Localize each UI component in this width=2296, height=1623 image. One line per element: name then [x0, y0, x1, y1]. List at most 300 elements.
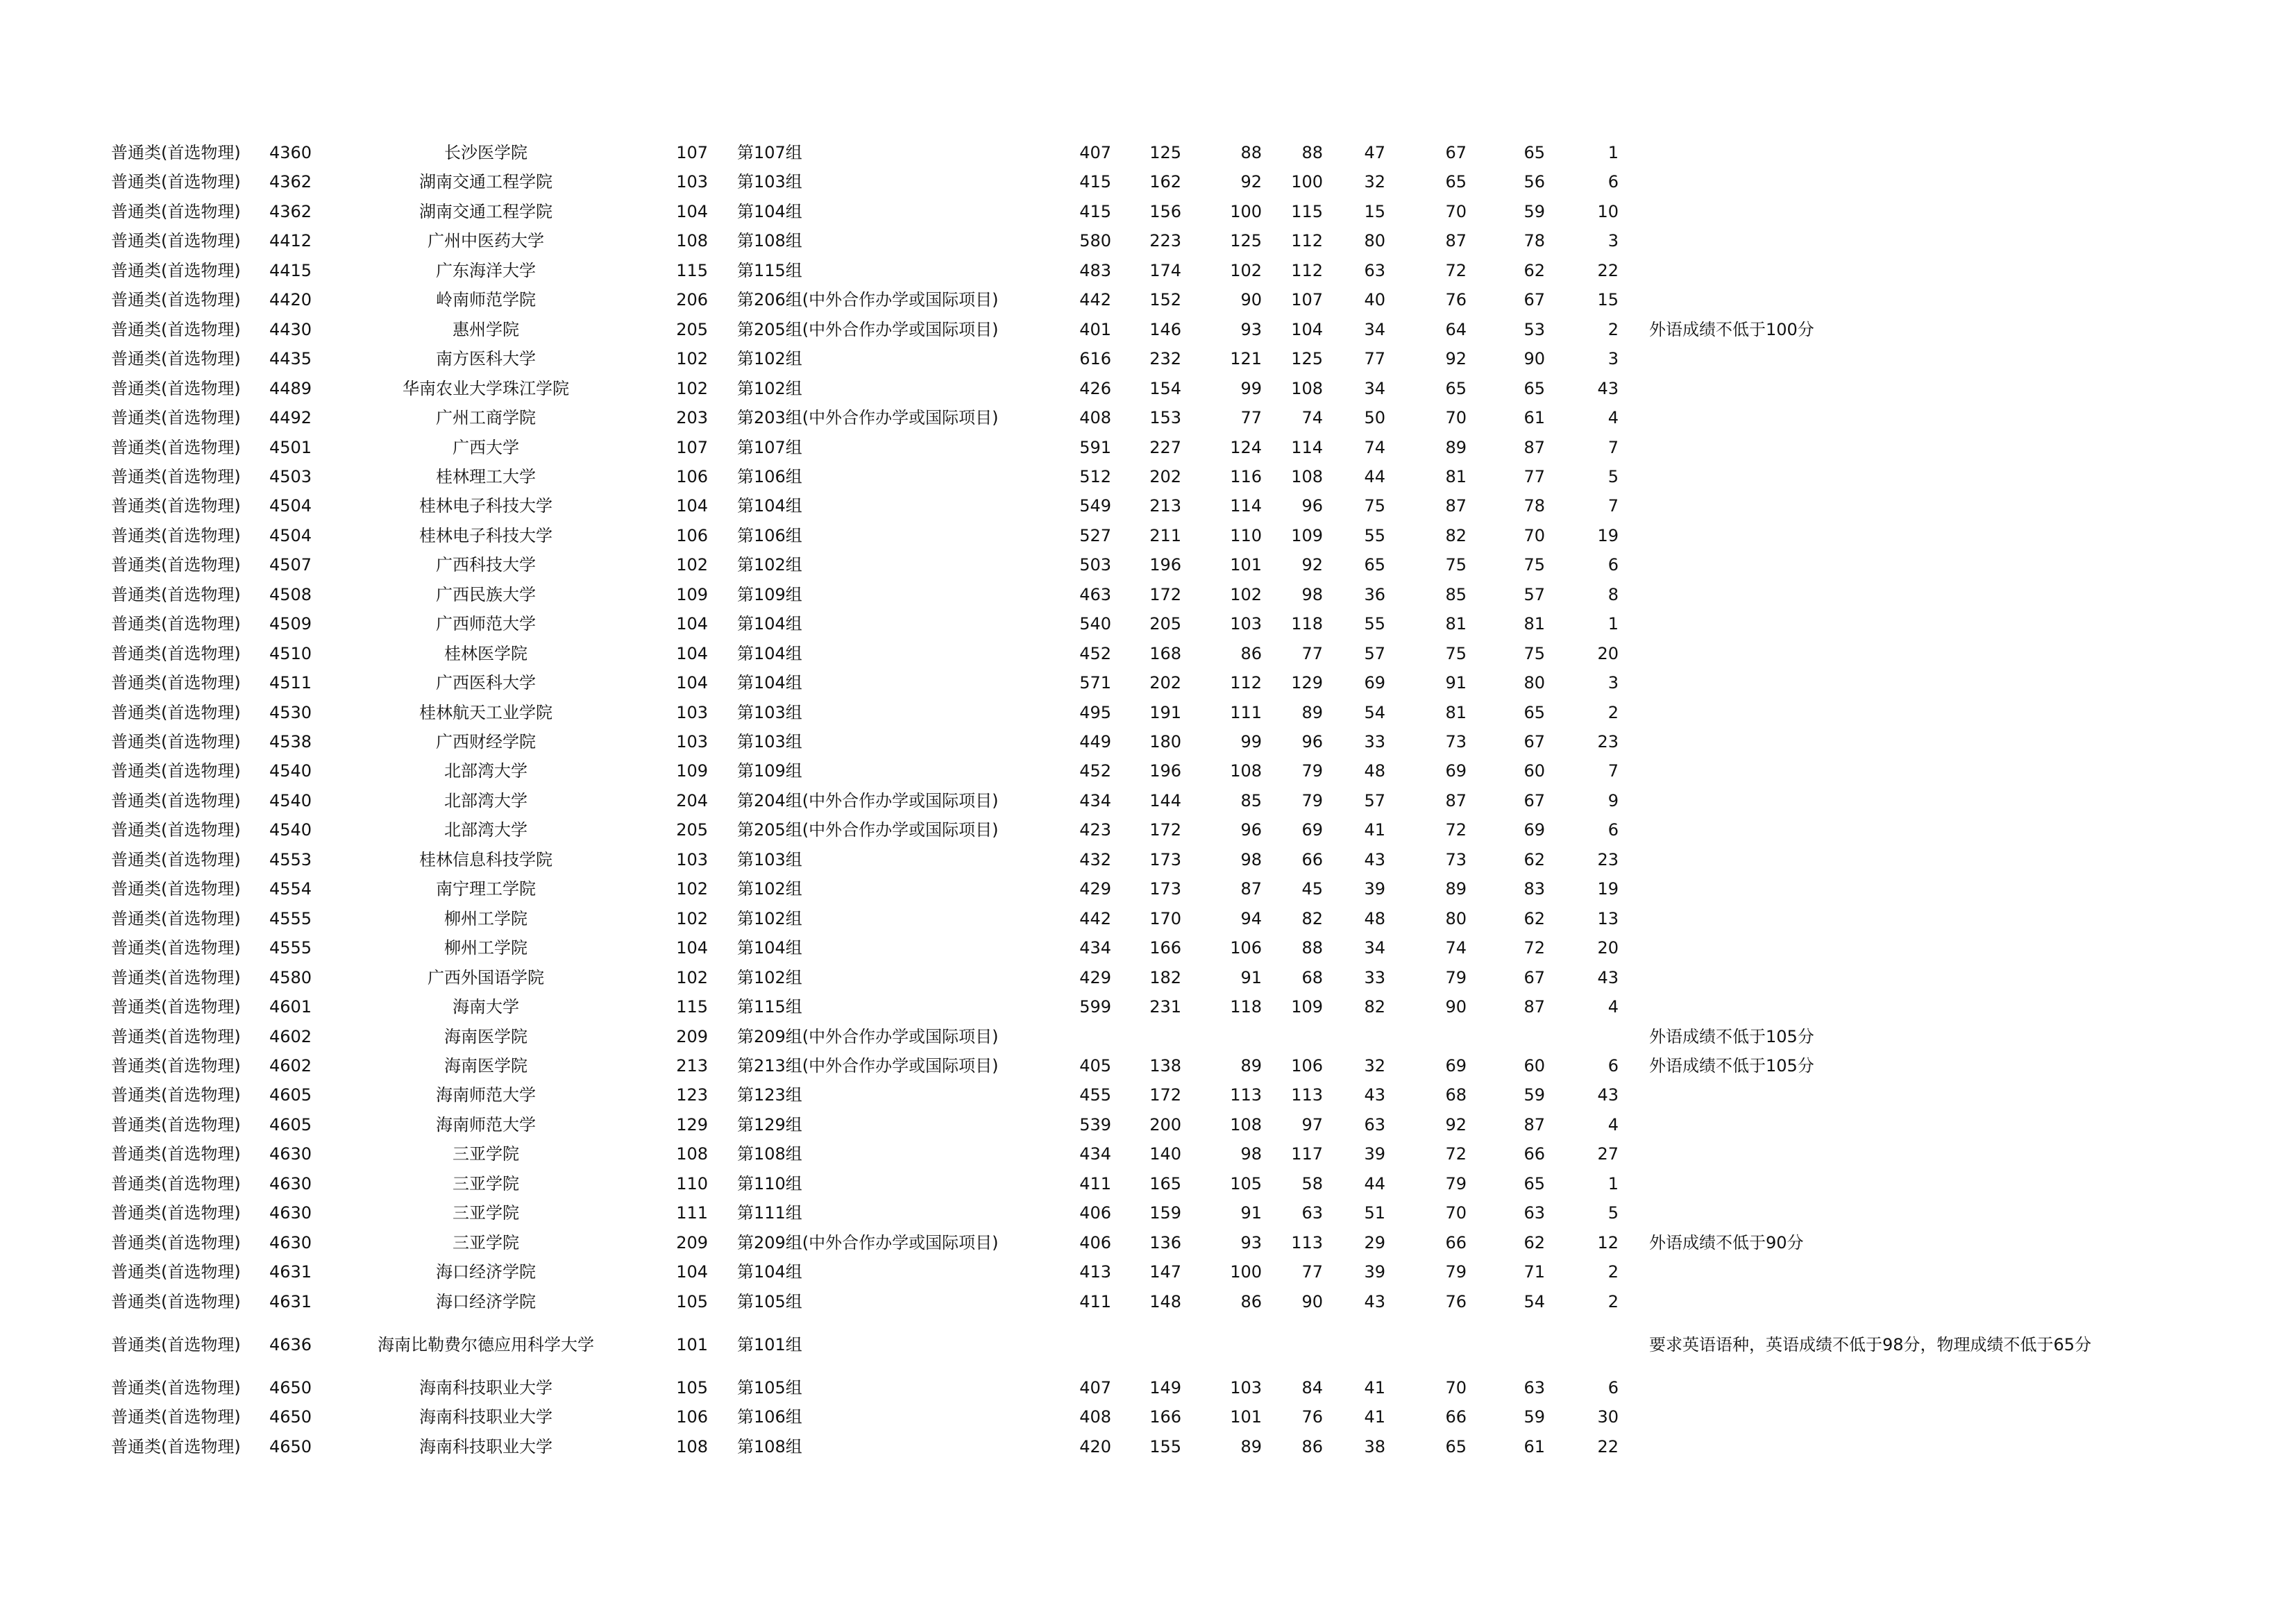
score-2-cell: 77	[1240, 408, 1262, 428]
score-3-cell: 108	[1291, 378, 1323, 398]
table-row	[0, 167, 2296, 196]
category-cell: 普通类(首选物理)	[111, 555, 241, 575]
score-7-cell: 27	[1597, 1144, 1619, 1164]
table-row	[0, 1287, 2296, 1316]
score-3-cell: 88	[1301, 938, 1323, 958]
score-3-cell: 98	[1301, 584, 1323, 604]
total-score-cell: 429	[1079, 879, 1111, 899]
score-5-cell: 81	[1445, 702, 1467, 722]
score-2-cell: 108	[1230, 761, 1262, 781]
total-score-cell: 420	[1079, 1436, 1111, 1456]
group-code-cell: 104	[676, 614, 708, 634]
score-5-cell: 72	[1445, 820, 1467, 840]
score-5-cell: 65	[1445, 378, 1467, 398]
group-code-cell: 103	[676, 702, 708, 722]
category-cell: 普通类(首选物理)	[111, 938, 241, 958]
school-code-cell: 4435	[269, 349, 312, 369]
total-score-cell: 411	[1079, 1291, 1111, 1311]
score-5-cell: 72	[1445, 260, 1467, 280]
note-cell: 外语成绩不低于100分	[1649, 319, 1814, 339]
score-3-cell: 115	[1291, 201, 1323, 221]
score-1-cell: 205	[1149, 614, 1181, 634]
group-code-cell: 107	[676, 437, 708, 457]
score-7-cell: 6	[1607, 1378, 1619, 1397]
score-1-cell: 196	[1149, 555, 1181, 575]
group-code-cell: 129	[676, 1114, 708, 1135]
school-name-cell: 岭南师范学院	[436, 290, 536, 310]
score-6-cell: 69	[1523, 820, 1545, 840]
group-code-cell: 104	[676, 643, 708, 663]
group-name-cell: 第101组	[737, 1335, 802, 1354]
school-name-cell: 海南医学院	[444, 1055, 527, 1076]
score-1-cell: 202	[1149, 673, 1181, 693]
school-code-cell: 4511	[269, 673, 312, 693]
group-name-cell: 第104组	[737, 938, 802, 958]
score-3-cell: 112	[1291, 260, 1323, 280]
score-4-cell: 69	[1364, 673, 1385, 693]
score-4-cell: 47	[1364, 143, 1385, 162]
school-name-cell: 广西师范大学	[436, 614, 536, 634]
score-7-cell: 23	[1597, 732, 1619, 751]
table-row	[0, 550, 2296, 579]
score-5-cell: 68	[1445, 1085, 1467, 1105]
group-code-cell: 108	[676, 1144, 708, 1164]
score-5-cell: 82	[1445, 525, 1467, 545]
table-row	[0, 1198, 2296, 1227]
score-1-cell: 231	[1149, 997, 1181, 1017]
score-1-cell: 173	[1149, 879, 1181, 899]
score-6-cell: 60	[1523, 761, 1545, 781]
group-name-cell: 第102组	[737, 967, 802, 987]
school-code-cell: 4601	[269, 997, 312, 1017]
group-name-cell: 第105组	[737, 1291, 802, 1311]
school-code-cell: 4489	[269, 378, 312, 398]
score-7-cell: 3	[1607, 349, 1619, 369]
category-cell: 普通类(首选物理)	[111, 1436, 241, 1456]
group-name-cell: 第107组	[737, 143, 802, 162]
school-code-cell: 4580	[269, 967, 312, 987]
category-cell: 普通类(首选物理)	[111, 761, 241, 781]
group-code-cell: 209	[676, 1026, 708, 1046]
category-cell: 普通类(首选物理)	[111, 1232, 241, 1252]
category-cell: 普通类(首选物理)	[111, 614, 241, 634]
score-7-cell: 8	[1607, 584, 1619, 604]
score-4-cell: 34	[1364, 938, 1385, 958]
table-row	[0, 344, 2296, 373]
total-score-cell: 591	[1079, 437, 1111, 457]
score-1-cell: 173	[1149, 849, 1181, 869]
score-5-cell: 70	[1445, 201, 1467, 221]
table-row	[0, 580, 2296, 609]
score-7-cell: 7	[1607, 496, 1619, 516]
total-score-cell: 407	[1079, 143, 1111, 162]
group-code-cell: 102	[676, 555, 708, 575]
total-score-cell: 442	[1079, 908, 1111, 928]
group-code-cell: 102	[676, 908, 708, 928]
category-cell: 普通类(首选物理)	[111, 349, 241, 369]
total-score-cell: 429	[1079, 967, 1111, 987]
group-name-cell: 第108组	[737, 231, 802, 251]
category-cell: 普通类(首选物理)	[111, 319, 241, 339]
school-name-cell: 三亚学院	[453, 1203, 519, 1223]
table-row	[0, 1169, 2296, 1198]
table-row	[0, 462, 2296, 491]
score-6-cell: 67	[1523, 967, 1545, 987]
school-name-cell: 海南科技职业大学	[419, 1378, 552, 1397]
score-4-cell: 82	[1364, 997, 1385, 1017]
score-5-cell: 70	[1445, 1378, 1467, 1397]
category-cell: 普通类(首选物理)	[111, 260, 241, 280]
score-7-cell: 6	[1607, 1055, 1619, 1076]
group-code-cell: 102	[676, 349, 708, 369]
category-cell: 普通类(首选物理)	[111, 1085, 241, 1105]
score-1-cell: 223	[1149, 231, 1181, 251]
total-score-cell: 413	[1079, 1262, 1111, 1282]
score-3-cell: 79	[1301, 761, 1323, 781]
school-name-cell: 海南科技职业大学	[419, 1407, 552, 1427]
score-5-cell: 91	[1445, 673, 1467, 693]
category-cell: 普通类(首选物理)	[111, 1378, 241, 1397]
school-code-cell: 4492	[269, 408, 312, 428]
school-code-cell: 4630	[269, 1203, 312, 1223]
category-cell: 普通类(首选物理)	[111, 1173, 241, 1193]
score-6-cell: 87	[1523, 1114, 1545, 1135]
score-3-cell: 76	[1301, 1407, 1323, 1427]
score-2-cell: 103	[1230, 614, 1262, 634]
score-5-cell: 79	[1445, 1173, 1467, 1193]
score-1-cell: 148	[1149, 1291, 1181, 1311]
group-code-cell: 203	[676, 408, 708, 428]
score-1-cell: 196	[1149, 761, 1181, 781]
table-row	[0, 403, 2296, 432]
group-name-cell: 第213组(中外合作办学或国际项目)	[737, 1055, 999, 1076]
total-score-cell: 426	[1079, 378, 1111, 398]
table-row	[0, 698, 2296, 727]
score-7-cell: 4	[1607, 1114, 1619, 1135]
score-6-cell: 59	[1523, 201, 1545, 221]
score-6-cell: 63	[1523, 1203, 1545, 1223]
group-code-cell: 213	[676, 1055, 708, 1076]
group-code-cell: 123	[676, 1085, 708, 1105]
group-name-cell: 第105组	[737, 1378, 802, 1397]
score-3-cell: 86	[1301, 1436, 1323, 1456]
score-1-cell: 168	[1149, 643, 1181, 663]
total-score-cell: 442	[1079, 290, 1111, 310]
score-2-cell: 102	[1230, 260, 1262, 280]
school-name-cell: 湖南交通工程学院	[419, 172, 552, 192]
school-name-cell: 广西医科大学	[436, 673, 536, 693]
score-3-cell: 63	[1301, 1203, 1323, 1223]
score-2-cell: 96	[1240, 820, 1262, 840]
school-code-cell: 4631	[269, 1262, 312, 1282]
score-5-cell: 79	[1445, 967, 1467, 987]
school-name-cell: 海南大学	[453, 997, 519, 1017]
score-1-cell: 153	[1149, 408, 1181, 428]
score-6-cell: 72	[1523, 938, 1545, 958]
total-score-cell: 616	[1079, 349, 1111, 369]
score-1-cell: 140	[1149, 1144, 1181, 1164]
score-4-cell: 57	[1364, 790, 1385, 810]
score-1-cell: 174	[1149, 260, 1181, 280]
score-3-cell: 88	[1301, 143, 1323, 162]
total-score-cell: 539	[1079, 1114, 1111, 1135]
score-3-cell: 104	[1291, 319, 1323, 339]
group-code-cell: 105	[676, 1378, 708, 1397]
category-cell: 普通类(首选物理)	[111, 732, 241, 751]
school-code-cell: 4420	[269, 290, 312, 310]
group-code-cell: 206	[676, 290, 708, 310]
score-6-cell: 65	[1523, 378, 1545, 398]
group-name-cell: 第108组	[737, 1144, 802, 1164]
score-7-cell: 12	[1597, 1232, 1619, 1252]
score-1-cell: 232	[1149, 349, 1181, 369]
total-score-cell: 401	[1079, 319, 1111, 339]
score-3-cell: 82	[1301, 908, 1323, 928]
school-code-cell: 4362	[269, 172, 312, 192]
school-code-cell: 4602	[269, 1026, 312, 1046]
score-1-cell: 202	[1149, 466, 1181, 486]
group-code-cell: 103	[676, 732, 708, 751]
category-cell: 普通类(首选物理)	[111, 1291, 241, 1311]
total-score-cell: 549	[1079, 496, 1111, 516]
score-3-cell: 109	[1291, 997, 1323, 1017]
score-5-cell: 76	[1445, 1291, 1467, 1311]
score-4-cell: 43	[1364, 849, 1385, 869]
total-score-cell: 512	[1079, 466, 1111, 486]
score-6-cell: 87	[1523, 997, 1545, 1017]
total-score-cell: 463	[1079, 584, 1111, 604]
score-3-cell: 96	[1301, 732, 1323, 751]
school-code-cell: 4540	[269, 820, 312, 840]
table-row	[0, 1080, 2296, 1110]
score-3-cell: 89	[1301, 702, 1323, 722]
table-row	[0, 197, 2296, 226]
group-code-cell: 104	[676, 673, 708, 693]
school-code-cell: 4555	[269, 938, 312, 958]
score-4-cell: 65	[1364, 555, 1385, 575]
score-4-cell: 40	[1364, 290, 1385, 310]
school-code-cell: 4508	[269, 584, 312, 604]
score-5-cell: 69	[1445, 761, 1467, 781]
total-score-cell: 406	[1079, 1232, 1111, 1252]
school-name-cell: 广西民族大学	[436, 584, 536, 604]
group-code-cell: 205	[676, 820, 708, 840]
score-2-cell: 112	[1230, 673, 1262, 693]
total-score-cell: 452	[1079, 761, 1111, 781]
school-name-cell: 桂林信息科技学院	[419, 849, 552, 869]
score-2-cell: 102	[1230, 584, 1262, 604]
score-2-cell: 91	[1240, 1203, 1262, 1223]
group-name-cell: 第103组	[737, 702, 802, 722]
total-score-cell: 571	[1079, 673, 1111, 693]
score-6-cell: 59	[1523, 1085, 1545, 1105]
score-3-cell: 92	[1301, 555, 1323, 575]
school-code-cell: 4530	[269, 702, 312, 722]
score-4-cell: 44	[1364, 466, 1385, 486]
school-code-cell: 4504	[269, 496, 312, 516]
group-name-cell: 第109组	[737, 761, 802, 781]
group-name-cell: 第103组	[737, 849, 802, 869]
group-name-cell: 第205组(中外合作办学或国际项目)	[737, 820, 999, 840]
group-name-cell: 第102组	[737, 349, 802, 369]
score-6-cell: 62	[1523, 1232, 1545, 1252]
category-cell: 普通类(首选物理)	[111, 172, 241, 192]
score-6-cell: 54	[1523, 1291, 1545, 1311]
score-4-cell: 39	[1364, 1262, 1385, 1282]
total-score-cell: 423	[1079, 820, 1111, 840]
school-name-cell: 桂林理工大学	[436, 466, 536, 486]
score-2-cell: 99	[1240, 732, 1262, 751]
score-5-cell: 66	[1445, 1407, 1467, 1427]
group-name-cell: 第203组(中外合作办学或国际项目)	[737, 408, 999, 428]
school-name-cell: 广西科技大学	[436, 555, 536, 575]
score-6-cell: 62	[1523, 849, 1545, 869]
score-4-cell: 77	[1364, 349, 1385, 369]
score-3-cell: 107	[1291, 290, 1323, 310]
group-code-cell: 103	[676, 172, 708, 192]
category-cell: 普通类(首选物理)	[111, 143, 241, 162]
score-3-cell: 109	[1291, 525, 1323, 545]
score-2-cell: 100	[1230, 1262, 1262, 1282]
score-2-cell: 118	[1230, 997, 1262, 1017]
group-code-cell: 106	[676, 1407, 708, 1427]
school-code-cell: 4631	[269, 1291, 312, 1311]
school-code-cell: 4362	[269, 201, 312, 221]
score-1-cell: 213	[1149, 496, 1181, 516]
score-3-cell: 74	[1301, 408, 1323, 428]
school-name-cell: 海南医学院	[444, 1026, 527, 1046]
total-score-cell: 434	[1079, 938, 1111, 958]
score-3-cell: 117	[1291, 1144, 1323, 1164]
table-row	[0, 992, 2296, 1021]
school-name-cell: 桂林航天工业学院	[419, 702, 552, 722]
score-2-cell: 87	[1240, 879, 1262, 899]
score-3-cell: 113	[1291, 1232, 1323, 1252]
group-name-cell: 第111组	[737, 1203, 802, 1223]
school-code-cell: 4540	[269, 790, 312, 810]
school-code-cell: 4501	[269, 437, 312, 457]
score-3-cell: 84	[1301, 1378, 1323, 1397]
school-name-cell: 海南比勒费尔德应用科学大学	[378, 1335, 594, 1354]
table-row	[0, 786, 2296, 815]
school-code-cell: 4509	[269, 614, 312, 634]
school-code-cell: 4540	[269, 761, 312, 781]
score-2-cell: 110	[1230, 525, 1262, 545]
category-cell: 普通类(首选物理)	[111, 378, 241, 398]
table-row	[0, 315, 2296, 344]
score-5-cell: 90	[1445, 997, 1467, 1017]
score-5-cell: 64	[1445, 319, 1467, 339]
category-cell: 普通类(首选物理)	[111, 408, 241, 428]
school-name-cell: 长沙医学院	[444, 143, 527, 162]
school-code-cell: 4602	[269, 1055, 312, 1076]
category-cell: 普通类(首选物理)	[111, 879, 241, 899]
group-code-cell: 115	[676, 997, 708, 1017]
score-4-cell: 44	[1364, 1173, 1385, 1193]
score-6-cell: 62	[1523, 260, 1545, 280]
table-row	[0, 374, 2296, 403]
score-3-cell: 113	[1291, 1085, 1323, 1105]
score-6-cell: 61	[1523, 408, 1545, 428]
score-7-cell: 2	[1607, 319, 1619, 339]
school-code-cell: 4630	[269, 1232, 312, 1252]
score-7-cell: 19	[1597, 879, 1619, 899]
school-name-cell: 北部湾大学	[444, 761, 527, 781]
school-name-cell: 海南师范大学	[436, 1085, 536, 1105]
school-name-cell: 桂林电子科技大学	[419, 525, 552, 545]
score-7-cell: 1	[1607, 614, 1619, 634]
score-2-cell: 121	[1230, 349, 1262, 369]
score-6-cell: 77	[1523, 466, 1545, 486]
score-3-cell: 97	[1301, 1114, 1323, 1135]
score-6-cell: 65	[1523, 1173, 1545, 1193]
school-code-cell: 4650	[269, 1378, 312, 1397]
score-5-cell: 76	[1445, 290, 1467, 310]
group-name-cell: 第104组	[737, 614, 802, 634]
category-cell: 普通类(首选物理)	[111, 231, 241, 251]
group-name-cell: 第129组	[737, 1114, 802, 1135]
score-2-cell: 103	[1230, 1378, 1262, 1397]
score-2-cell: 88	[1240, 143, 1262, 162]
group-name-cell: 第205组(中外合作办学或国际项目)	[737, 319, 999, 339]
score-4-cell: 63	[1364, 1114, 1385, 1135]
score-4-cell: 48	[1364, 908, 1385, 928]
school-code-cell: 4554	[269, 879, 312, 899]
group-name-cell: 第106组	[737, 1407, 802, 1427]
group-code-cell: 111	[676, 1203, 708, 1223]
score-4-cell: 15	[1364, 201, 1385, 221]
table-row	[0, 874, 2296, 903]
category-cell: 普通类(首选物理)	[111, 790, 241, 810]
group-code-cell: 104	[676, 201, 708, 221]
score-6-cell: 65	[1523, 143, 1545, 162]
score-3-cell: 58	[1301, 1173, 1323, 1193]
score-1-cell: 172	[1149, 1085, 1181, 1105]
table-row	[0, 285, 2296, 314]
category-cell: 普通类(首选物理)	[111, 997, 241, 1017]
group-code-cell: 109	[676, 584, 708, 604]
note-cell: 要求英语语种，英语成绩不低于98分，物理成绩不低于65分	[1649, 1335, 2092, 1354]
category-cell: 普通类(首选物理)	[111, 1144, 241, 1164]
score-1-cell: 125	[1149, 143, 1181, 162]
score-3-cell: 77	[1301, 643, 1323, 663]
score-7-cell: 22	[1597, 1436, 1619, 1456]
score-5-cell: 75	[1445, 555, 1467, 575]
group-code-cell: 101	[676, 1335, 708, 1354]
score-1-cell: 149	[1149, 1378, 1181, 1397]
total-score-cell: 434	[1079, 790, 1111, 810]
group-name-cell: 第104组	[737, 201, 802, 221]
score-6-cell: 56	[1523, 172, 1545, 192]
table-row	[0, 904, 2296, 933]
group-code-cell: 110	[676, 1173, 708, 1193]
school-name-cell: 三亚学院	[453, 1232, 519, 1252]
score-4-cell: 34	[1364, 319, 1385, 339]
school-code-cell: 4650	[269, 1407, 312, 1427]
school-name-cell: 南宁理工学院	[436, 879, 536, 899]
score-6-cell: 81	[1523, 614, 1545, 634]
score-2-cell: 99	[1240, 378, 1262, 398]
score-5-cell: 81	[1445, 614, 1467, 634]
school-code-cell: 4605	[269, 1114, 312, 1135]
score-4-cell: 29	[1364, 1232, 1385, 1252]
school-code-cell: 4507	[269, 555, 312, 575]
group-name-cell: 第103组	[737, 732, 802, 751]
table-row	[0, 1432, 2296, 1461]
score-1-cell: 138	[1149, 1055, 1181, 1076]
score-2-cell: 86	[1240, 1291, 1262, 1311]
score-3-cell: 129	[1291, 673, 1323, 693]
